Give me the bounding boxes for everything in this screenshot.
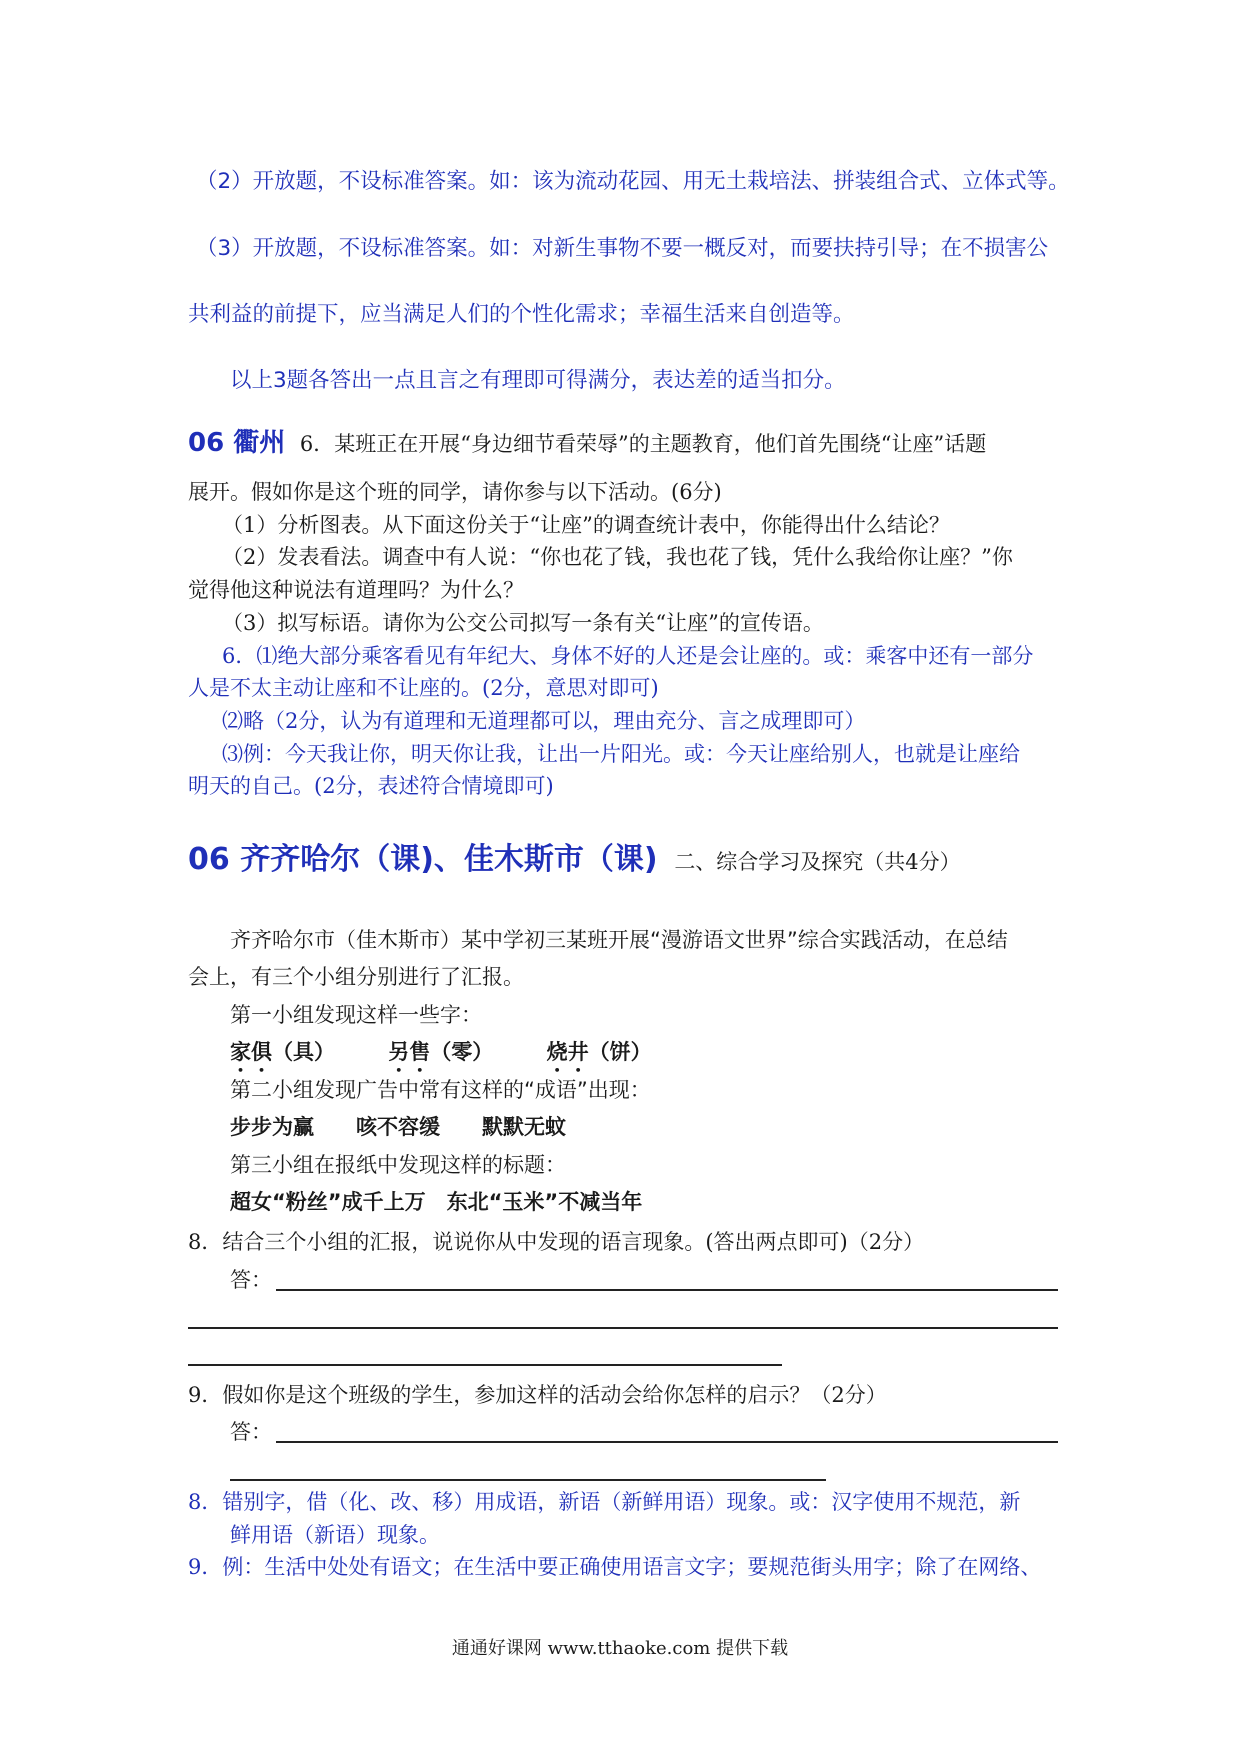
- answer-line: ⑵略（2分，认为有道理和无道理都可以，理由充分、言之成理即可）: [222, 709, 866, 733]
- answer-line: 明天的自己。(2分，表述符合情境即可): [188, 774, 554, 798]
- answer-line: 人是不太主动让座和不让座的。(2分，意思对即可): [188, 676, 659, 700]
- answer-label: 答：: [230, 1268, 272, 1292]
- answer-line: 8．错别字，借（化、改、移）用成语，新语（新鲜用语）现象。或：汉字使用不规范，新: [188, 1490, 1021, 1514]
- correction: （零）: [430, 1040, 494, 1064]
- section-heading: 06 衢州: [188, 428, 286, 458]
- q6-first-line: [188, 428, 986, 459]
- question-text: 8．结合三个小组的汇报，说说你从中发现的语言现象。(答出两点即可)（2分）: [188, 1230, 925, 1254]
- answer-line: 共利益的前提下，应当满足人们的个性化需求；幸福生活来自创造等。: [188, 302, 855, 327]
- group-report: 第三小组在报纸中发现这样的标题：: [230, 1153, 566, 1177]
- headline-examples: 超女“粉丝”成千上万 东北“玉米”不减当年: [230, 1190, 643, 1214]
- q8-heading-line: [188, 840, 961, 882]
- page-footer: 通通好课网 www.tthaoke.com 提供下载: [451, 1638, 789, 1659]
- correction: （具）: [272, 1040, 335, 1064]
- answer-line: 鲜用语（新语）现象。: [230, 1523, 440, 1547]
- word-examples: [230, 1037, 652, 1077]
- paragraph-line: 会上，有三个小组分别进行了汇报。: [188, 965, 524, 989]
- question-text: 觉得他这种说法有道理吗？为什么？: [188, 578, 524, 602]
- typo-word: 烧井: [546, 1040, 589, 1064]
- scoring-note: 以上3题各答出一点且言之有理即可得满分，表达差的适当扣分。: [230, 368, 846, 393]
- answer-line-blank[interactable]: [230, 1479, 826, 1481]
- answer-line-blank[interactable]: [188, 1327, 1058, 1329]
- question-text: 展开。假如你是这个班的同学，请你参与以下活动。(6分): [188, 480, 722, 504]
- idiom-examples: 步步为赢 咳不容缓 默默无蚊: [230, 1115, 566, 1139]
- correction: （饼）: [588, 1040, 652, 1064]
- answer-line: （2）开放题，不设标准答案。如：该为流动花园、用无土栽培法、拼装组合式、立体式等。: [196, 169, 1070, 194]
- question-item: （3）拟写标语。请你为公交公司拟写一条有关“让座”的宣传语。: [222, 611, 824, 635]
- group-report: 第二小组发现广告中常有这样的“成语”出现：: [230, 1078, 651, 1102]
- answer-line-blank[interactable]: [276, 1289, 1058, 1291]
- typo-word: 家俱: [230, 1040, 272, 1064]
- question-text: 6．某班正在开展“身边细节看荣辱”的主题教育，他们首先围绕“让座”话题: [299, 432, 987, 456]
- answer-line-blank[interactable]: [276, 1441, 1058, 1443]
- group-report: 第一小组发现这样一些字：: [230, 1003, 482, 1027]
- answer-line: 9．例：生活中处处有语文；在生活中要正确使用语言文字；要规范街头用字；除了在网络、: [188, 1555, 1042, 1579]
- answer-label: 答：: [230, 1420, 272, 1444]
- question-text: 9．假如你是这个班级的学生，参加这样的活动会给你怎样的启示？（2分）: [188, 1383, 887, 1407]
- typo-word: 另售: [388, 1040, 431, 1064]
- section-subheading: 二、综合学习及探究（共4分）: [674, 850, 961, 874]
- question-item: （2）发表看法。调查中有人说：“你也花了钱，我也花了钱，凭什么我给你让座？”你: [222, 545, 1013, 569]
- answer-line-blank[interactable]: [188, 1364, 782, 1366]
- paragraph-line: 齐齐哈尔市（佳木斯市）某中学初三某班开展“漫游语文世界”综合实践活动，在总结: [230, 928, 1008, 952]
- answer-line: （3）开放题，不设标准答案。如：对新生事物不要一概反对，而要扶持引导；在不损害公: [196, 236, 1049, 261]
- section-heading: 06 齐齐哈尔（课)、佳木斯市（课): [188, 842, 658, 877]
- answer-line: ⑶例：今天我让你，明天你让我，让出一片阳光。或：今天让座给别人，也就是让座给: [222, 742, 1020, 766]
- question-item: （1）分析图表。从下面这份关于“让座”的调查统计表中，你能得出什么结论？: [222, 513, 950, 537]
- answer-line: 6．⑴绝大部分乘客看见有年纪大、身体不好的人还是会让座的。或：乘客中还有一部分: [222, 644, 1034, 668]
